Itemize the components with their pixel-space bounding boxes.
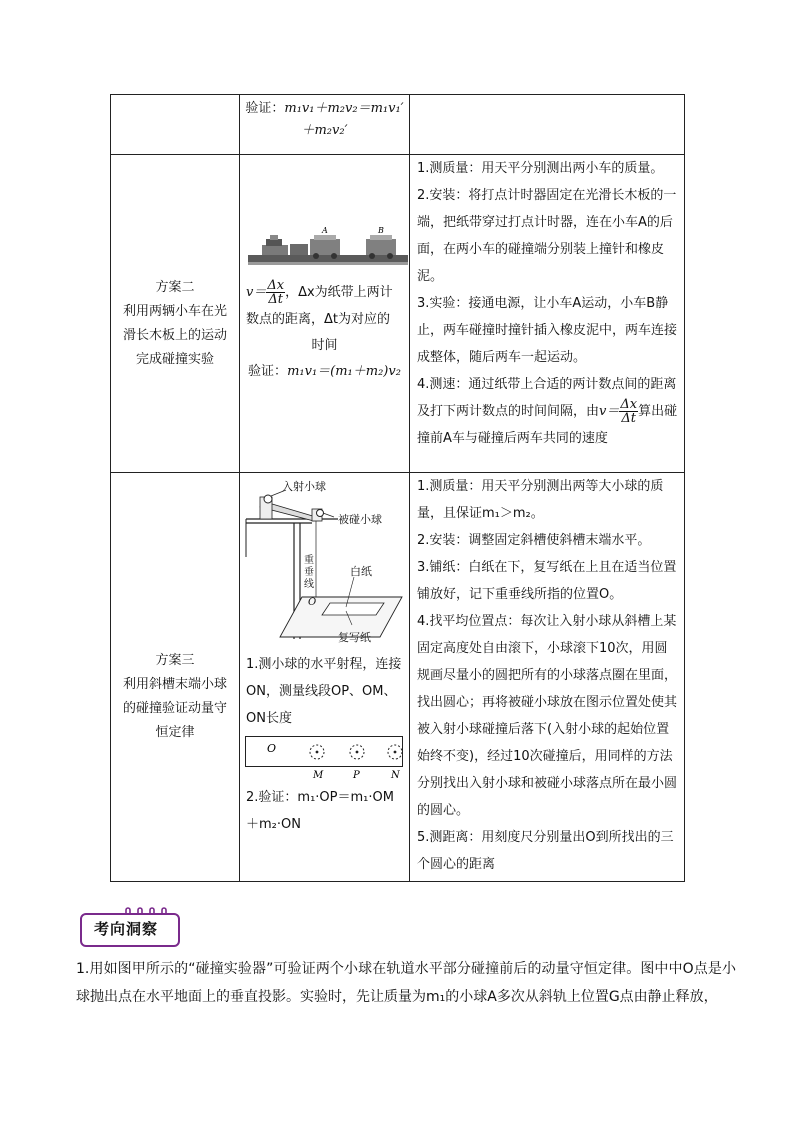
velocity-fraction [619,398,638,425]
velocity-formula [240,279,409,306]
step-text-part: 算出碰撞前A车与碰撞后两车共同的速度 [417,404,678,446]
table-row [111,473,685,882]
inclined-chute-figure [242,479,408,649]
step-text: 2.安装：将打点计时器固定在光滑长木板的一端，把纸带穿过打点计时器，连在小车A的后面，在两小车的碰撞端分别装上撞针和橡皮泥。 [417,188,677,284]
plan-desc-line: 的碰撞验证动量守 [122,701,227,716]
table-row [111,95,685,155]
plan-desc-line: 完成碰撞实验 [135,351,214,367]
strip-o-label: O [267,742,277,755]
plan-title: 方案三 [155,653,195,668]
plan-desc-line: 滑长木板上的运动 [122,327,227,343]
plan-desc-line: 恒定律 [155,725,195,740]
fraction-numerator: Δx [267,278,285,293]
step-text: 1.测质量：用天平分别测出两小车的质量。 [417,161,664,176]
question-paragraph: 1.用如图甲所示的“碰撞实验器”可验证两个小球在轨道水平部分碰撞前后的动量守恒定律。图中中O点是小球抛出点在水平地面上的垂直投影。实验时，先让质量为m₁的小球A多次从斜轨上位置G点由静止释放， [76,961,736,1005]
explain-text: 数点的距离，Δt为对应的 [246,312,390,327]
explain-text: ，Δx为纸带上两计 [285,285,393,300]
plan-title: 方案二 [155,279,195,295]
section-title: 考向洞察 [94,920,159,938]
velocity-fraction [266,279,285,306]
step-text: 5.测距离：用刻度尺分别量出O到所找出的三个圆心的距离 [417,830,674,872]
strip-m-label: M [313,770,324,780]
step-text: 4.找平均位置点：每次让入射小球从斜槽上某固定高度处自由滚下，小球滚下10次，用圆规画尽量小的圆把所有的小球落点圈在里面，找出圆心；再将被碰小球放在图示位置处使其被入射小球碰撞后落下(入射小球的起始位置始终不变)，经过10次碰撞后，用同样的方法分别找出入射小球和被碰小球落点所在最小圆的圆心。 [417,614,678,818]
plan-desc-line: 利用两辆小车在光 [122,303,227,319]
verify-formula: 2.验证：m₁·OP＝m₁·OM＋m₂·ON [246,790,394,832]
verify-formula: m₁v₁＋m₂v₂＝m₁v₁′ [284,101,404,116]
incident-ball-label: 入射小球 [282,480,326,493]
white-paper-label: 白纸 [350,565,372,578]
verify-label: 验证： [248,364,288,379]
step-text-part: 4.测速：通过纸带上合适的两计数点间的距离及打下两计数点的时间间隔，由 [417,377,677,419]
landing-points-strip [245,736,403,780]
step-text: 3.铺纸：白纸在下，复写纸在上且在适当位置铺放好，记下重垂线所指的位置O。 [417,560,677,602]
steps-cell [410,473,685,882]
steps-cell [410,155,685,473]
experiment-table [110,94,685,882]
table-row [111,155,685,473]
step-text: 2.安装：调整固定斜槽使斜槽末端水平。 [417,533,651,548]
steps-cell [410,95,685,155]
verify-line [240,359,409,385]
explain-text: 时间 [311,338,338,353]
v-symbol: v＝ [599,404,620,419]
origin-o-label: O [308,597,317,608]
fraction-numerator: Δx [620,397,638,412]
principle-cell [240,155,410,473]
plan-cell [111,95,240,155]
v-symbol: v＝ [246,285,267,300]
principle-cell [240,95,410,155]
step-text: 1.测小球的水平射程，连接ON，测量线段OP、OM、ON长度 [246,657,402,726]
cart-a-label: A [322,226,328,235]
step-text: 1.测质量：用天平分别测出两等大小球的质量，且保证m₁＞m₂。 [417,479,664,521]
principle-cell [240,473,410,882]
target-ball-label: 被碰小球 [338,513,382,526]
plan-cell [111,155,240,473]
verify-formula: m₁v₁＝(m₁＋m₂)v₂ [287,364,401,379]
step-text [417,371,680,452]
cart-b-label: B [378,226,384,235]
verify-label: 验证： [245,101,285,116]
step-text: 3.实验：接通电源，让小车A运动，小车B静止，两车碰撞时撞针插入橡皮泥中，两车连接成整体，随后两车一起运动。 [417,296,678,365]
strip-n-label: N [391,770,400,780]
plan-desc-line: 利用斜槽末端小球 [122,677,227,692]
strip-p-label: P [353,770,360,780]
fraction-denominator: Δt [268,292,284,307]
carts-on-track-figure [248,225,408,269]
verify-formula-cont: ＋m₂v₂′ [301,123,348,138]
plan-cell [111,473,240,882]
carbon-paper-label: 复写纸 [338,631,371,644]
plumb-line-label: 重垂线 [304,555,314,590]
fraction-denominator: Δt [621,411,637,426]
section-badge [80,907,180,943]
